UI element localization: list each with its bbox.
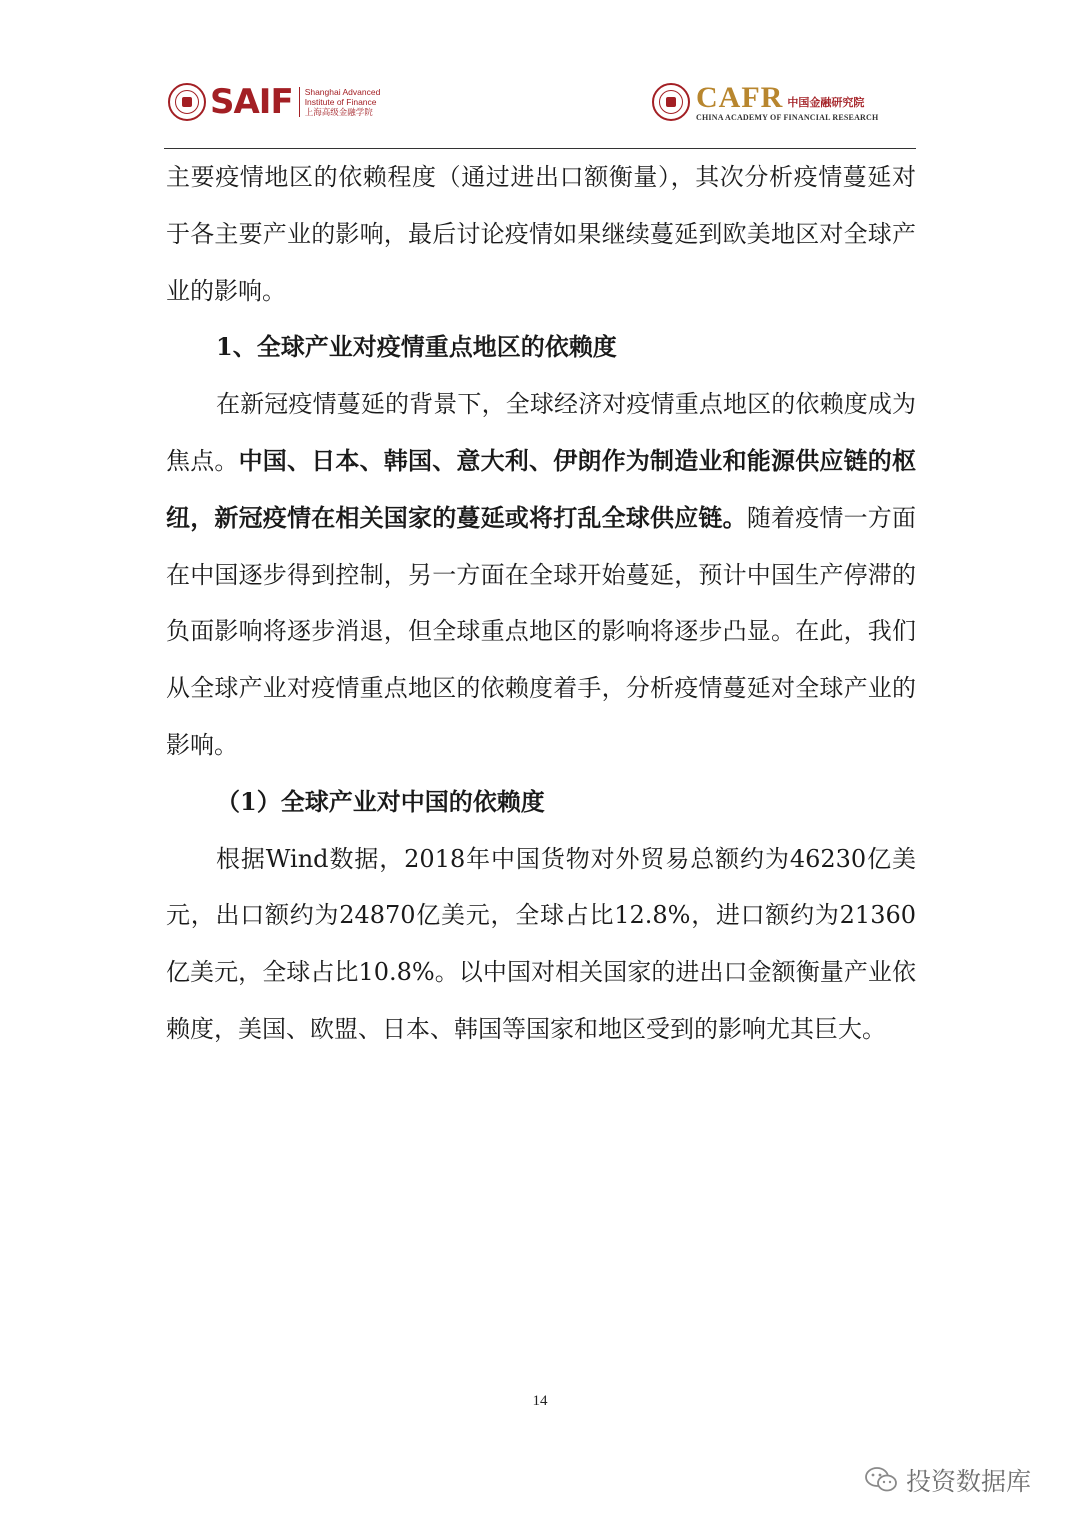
saif-logo	[168, 80, 380, 124]
wechat-icon	[864, 1466, 898, 1494]
watermark-text: 投资数据库	[906, 1467, 1032, 1496]
saif-wordmark: SAIF	[210, 82, 293, 122]
cafr-name-en: CHINA ACADEMY OF FINANCIAL RESEARCH	[696, 112, 879, 122]
section-heading-1: 1、全球产业对疫情重点地区的依赖度	[216, 332, 617, 362]
saif-sub-en-1: Shanghai Advanced	[304, 87, 381, 97]
page-number: 14	[532, 1393, 548, 1409]
saif-sub-en-2: Institute of Finance	[304, 97, 377, 107]
cafr-seal-icon	[652, 83, 690, 121]
cafr-logo	[652, 80, 878, 124]
section-heading-2: （1）全球产业对中国的依赖度	[216, 786, 545, 816]
saif-sub-cn: 上海高级金融学院	[304, 107, 373, 117]
page-body	[166, 149, 916, 1058]
paragraph-2	[166, 376, 916, 774]
paragraph-2-part1: 在新冠疫情蔓延的背景下，全球经济对疫情重点地区的依赖度成为焦点。	[166, 390, 916, 475]
saif-subtitle	[299, 87, 381, 117]
intro-paragraph: 主要疫情地区的依赖程度（通过进出口额衡量），其次分析疫情蔓延对于各主要产业的影响，最后讨论疫情如果继续蔓延到欧美地区对全球产业的影响。	[166, 163, 916, 305]
page-header	[0, 0, 1080, 150]
cafr-name-cn: 中国金融研究院	[787, 95, 865, 109]
cafr-text-block	[690, 80, 879, 122]
wechat-watermark	[864, 1462, 1031, 1498]
paragraph-2-part2: 随着疫情一方面在中国逐步得到控制，另一方面在全球开始蔓延，预计中国生产停滞的负面影响将逐步消退，但全球重点地区的影响将逐步凸显。在此，我们从全球产业对疫情重点地区的依赖度着手，分析疫情蔓延对全球产业的影响。	[166, 503, 917, 759]
paragraph-3: 根据Wind数据，2018年中国货物对外贸易总额约为46230亿美元，出口额约为24870亿美元，全球占比12.8%，进口额约为21360亿美元，全球占比10.8%。以中国对相关国家的进出口金额衡量产业依赖度，美国、欧盟、日本、韩国等国家和地区受到的影响尤其巨大。	[166, 844, 916, 1043]
saif-seal-icon	[168, 83, 206, 121]
paragraph-2-bold: 中国、日本、韩国、意大利、伊朗作为制造业和能源供应链的枢纽，新冠疫情在相关国家的蔓延或将打乱全球供应链。	[166, 445, 917, 532]
cafr-wordmark: CAFR	[696, 80, 784, 114]
